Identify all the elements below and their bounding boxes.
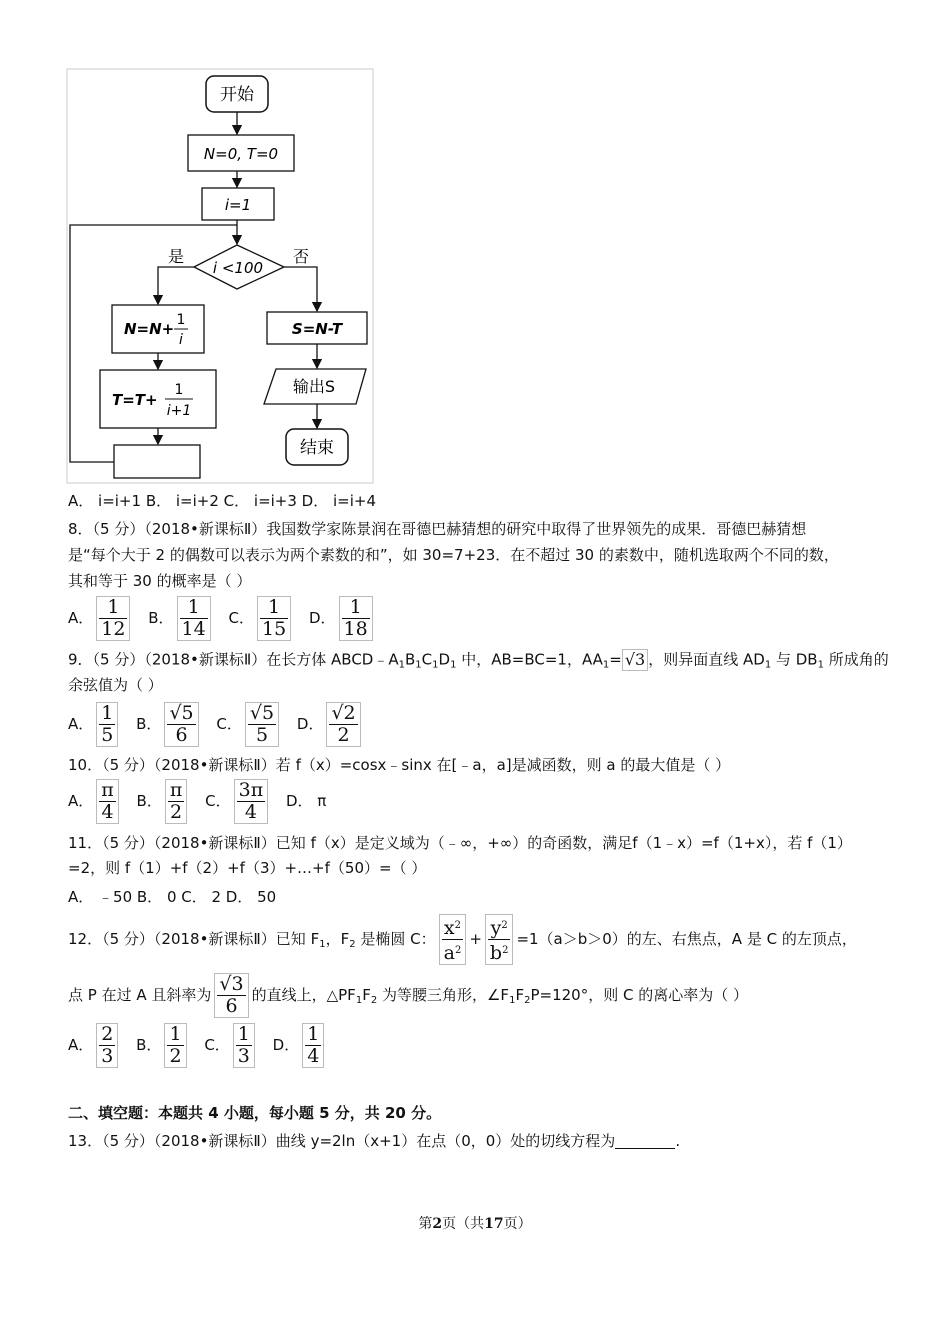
step-n-prefix: N=N+ — [124, 320, 175, 338]
q9-line-2: 余弦值为（ ） — [68, 676, 163, 694]
q9-option-c: C． $\frac{√5}{5}$ — [216, 702, 282, 747]
q12-line-1: 12．（5 分）（2018•新课标Ⅱ）已知 $F_1$，$F_2$ 是椭圆 C： $\frac{x^2}{a^2}$ + $\frac{y^2}{b^2}$ =1（a＞b＞0）的左、右焦点，A 是 C 的左顶点， — [68, 908, 857, 976]
blank-step-box — [114, 445, 200, 478]
step-t-den: i+1 — [166, 403, 192, 419]
output-label: 输出S — [292, 377, 336, 396]
ellipse-x-term: $\frac{x^2}{a^2}$ — [439, 914, 467, 965]
q12-option-a: A． $\frac{2}{3}$ — [68, 1023, 121, 1068]
step-n-den: i — [179, 332, 183, 348]
q10-option-c: C． $\frac{3\pi}{4}$ — [205, 779, 271, 824]
q9-line-1: 9．（5 分）（2018•新课标Ⅱ）在长方体 $ABCD﹣A_1B_1C_1D_1$ 中，AB=BC=1，$AA_1= √3$ ，则异面直线 $AD_1$ 与 $DB_1$ 所成角的 — [68, 650, 889, 671]
init-label-1: N=0, T=0 — [203, 145, 279, 163]
ellipse-y-term: $\frac{y^2}{b^2}$ — [485, 914, 514, 965]
q12-option-b: B． $\frac{1}{2}$ — [136, 1023, 189, 1068]
q12-options — [68, 1023, 337, 1068]
q9-option-b: B． $\frac{√5}{6}$ — [136, 702, 202, 747]
q11-options: A． ﹣50 B． 0 C． 2 D． 50 — [68, 888, 277, 906]
q12-line-2: 点 P 在过 A 且斜率为 $\frac{√3}{6}$ 的直线上，$\triangle PF_1F_2$ 为等腰三角形，$\angle F_1F_2P=120^\circ$，则 C 的离心率为（ ） — [68, 973, 748, 1017]
q10-line-1: 10．（5 分）（2018•新课标Ⅱ）若 f（x）=cosx﹣sinx 在[﹣a，a]是减函数，则 a 的最大值是（ ） — [68, 756, 731, 774]
sqrt3: √3 — [622, 649, 648, 671]
q8-option-a: A． $\frac{1}{12}$ — [68, 596, 133, 641]
q8-line-2: 是“每个大于 2 的偶数可以表示为两个素数的和”，如 30=7+23．在不超过 30 的素数中，随机选取两个不同的数， — [68, 546, 839, 564]
q11-line-2: =2，则 f（1）+f（2）+f（3）+…+f（50）=（ ） — [68, 859, 427, 877]
q9-options — [68, 702, 374, 747]
slope-fraction: $\frac{√3}{6}$ — [214, 973, 248, 1018]
page-footer: 第2页（共17页） — [418, 1216, 532, 1232]
q10-option-b: B． $\frac{\pi}{2}$ — [137, 779, 191, 824]
q9-option-d: D． $\frac{√2}{2}$ — [297, 702, 364, 747]
q12-option-c: C． $\frac{1}{3}$ — [204, 1023, 258, 1068]
answer-blank[interactable] — [615, 1132, 675, 1149]
flowchart — [66, 68, 374, 484]
q9-option-a: A． $\frac{1}{5}$ — [68, 702, 121, 747]
condition-label: i <100 — [212, 259, 264, 277]
end-label: 结束 — [300, 438, 334, 458]
q10-options — [68, 779, 336, 824]
q10-option-a: A． $\frac{\pi}{4}$ — [68, 779, 122, 824]
q11-line-1: 11．（5 分）（2018•新课标Ⅱ）已知 f（x）是定义域为（﹣∞，+∞）的奇函数，满足f（1﹣x）=f（1+x），若 f（1） — [68, 834, 852, 852]
result-label: S=N-T — [291, 320, 343, 338]
q8-option-d: D． $\frac{1}{18}$ — [309, 596, 376, 641]
yes-label: 是 — [167, 247, 185, 266]
q10-option-d: D． π — [285, 792, 327, 810]
no-label: 否 — [292, 247, 310, 266]
q13-line: 13．（5 分）（2018•新课标Ⅱ）曲线 y=2ln（x+1）在点（0，0）处的切线方程为 . — [68, 1132, 681, 1150]
q8-options — [68, 596, 386, 641]
q7-options: A． i=i+1 B． i=i+2 C． i=i+3 D． i=i+4 — [68, 492, 377, 510]
init-label-2: i=1 — [224, 196, 252, 214]
q12-option-d: D． $\frac{1}{4}$ — [273, 1023, 328, 1068]
step-t-num: 1 — [174, 382, 184, 398]
q8-line-3: 其和等于 30 的概率是（ ） — [68, 572, 252, 590]
q8-option-c: C． $\frac{1}{15}$ — [229, 596, 295, 641]
section-2-heading: 二、填空题：本题共 4 小题，每小题 5 分，共 20 分。 — [68, 1104, 442, 1122]
start-label: 开始 — [220, 85, 254, 105]
step-n-num: 1 — [176, 312, 186, 328]
q8-option-b: B． $\frac{1}{14}$ — [148, 596, 213, 641]
q8-line-1: 8．（5 分）（2018•新课标Ⅱ）我国数学家陈景润在哥德巴赫猜想的研究中取得了世界领先的成果．哥德巴赫猜想 — [68, 520, 807, 538]
step-t-prefix: T=T+ — [112, 391, 158, 409]
